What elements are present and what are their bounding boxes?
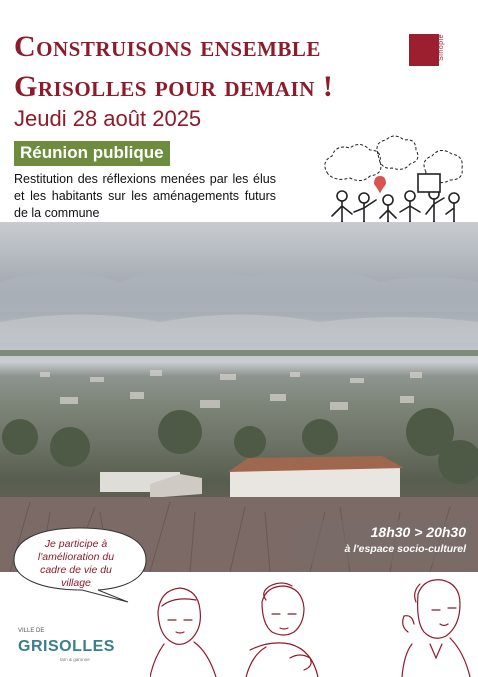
village-logo-tagline: tarn & garonne <box>60 657 90 662</box>
event-time: 18h30 > 20h30 <box>370 524 466 540</box>
village-logo-name: GRISOLLES <box>18 638 115 655</box>
event-description: Restitution des réflexions menées par les élus et les habitants sur les aménagements futurs de la commune <box>14 172 276 220</box>
sinople-logo <box>409 34 439 66</box>
event-place: à l'espace socio-culturel <box>344 543 466 555</box>
speech-bubble-text: Je participe à l'amélioration du cadre de vie du village <box>37 538 115 589</box>
event-type-badge: Réunion publique <box>14 141 170 166</box>
village-logo-prefix: VILLE DE <box>18 628 45 634</box>
event-date: Jeudi 28 août 2025 <box>14 106 202 131</box>
residents-line-drawing <box>150 572 478 677</box>
title-line-2: Grisolles pour demain ! <box>14 70 334 103</box>
title-line-1: Construisons ensemble <box>14 30 321 63</box>
sinople-logo-text: Sinople <box>438 34 445 61</box>
